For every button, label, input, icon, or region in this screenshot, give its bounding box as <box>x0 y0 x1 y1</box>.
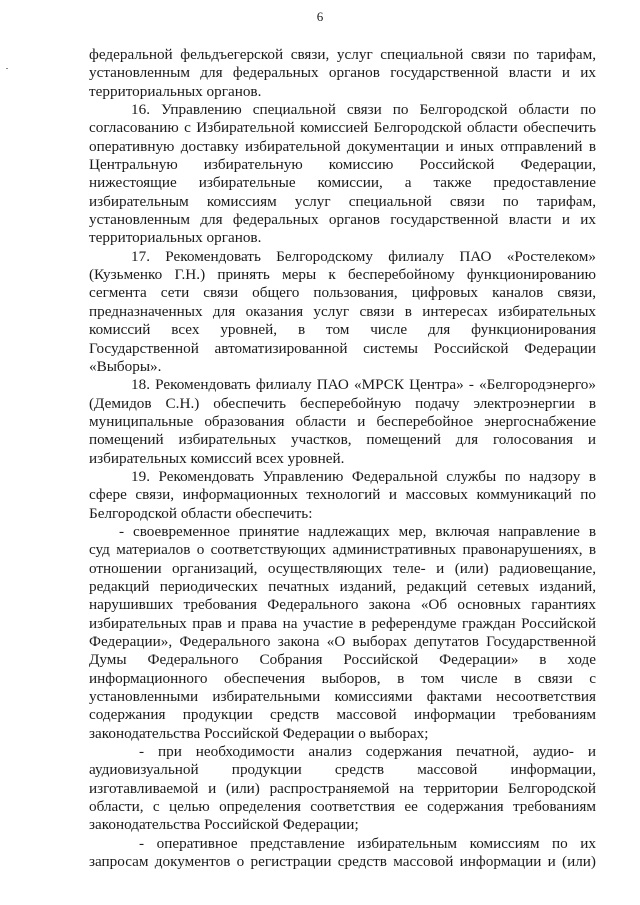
text-line: сегмента сети связи общего пользования, цифровых каналов связи, <box>89 284 596 302</box>
text-line: комиссий всех уровней, в том числе для функционирования <box>89 321 596 339</box>
text-line: Государственной автоматизированной системы Российской Федерации <box>89 339 596 357</box>
text-line: 19. Рекомендовать Управлению Федеральной службы по надзору в <box>131 467 596 485</box>
text-line: 18. Рекомендовать филиалу ПАО «МРСК Центра» - «Белгородэнерго» <box>131 376 596 394</box>
text-line: аудиовизуальной продукции средств массовой информации, <box>89 761 596 779</box>
text-line: согласованию с Избирательной комиссией Белгородской области обеспечить <box>89 119 596 137</box>
text-line: Федерации», Федерального закона «О выборах депутатов Государственной <box>89 633 596 650</box>
text-line: территориальных органов. <box>89 229 262 247</box>
text-line: «Выборы». <box>89 357 162 375</box>
text-line: 17. Рекомендовать Белгородскому филиалу ПАО «Ростелеком» <box>131 247 596 265</box>
document-body <box>89 46 596 871</box>
text-line: установленным для федеральных органов государственной власти и их <box>89 64 596 82</box>
text-line: - своевременное принятие надлежащих мер, включая направление в <box>119 522 596 540</box>
text-line: избирательным комиссиям услуг специальной связи по тарифам, <box>89 192 596 210</box>
text-line: федеральной фельдъегерской связи, услуг специальной связи по тарифам, <box>89 46 596 63</box>
text-line: отношении организаций, осуществляющих теле- и (или) радиовещание, <box>89 559 596 577</box>
text-line: сфере связи, информационных технологий и массовых коммуникаций по <box>89 486 596 504</box>
text-line: редакций периодических печатных изданий, редакций сетевых изданий, <box>89 577 596 595</box>
text-line: установленными избирательными комиссиями фактами несоответствия <box>89 688 596 706</box>
text-line: области, с целью определения соответствия ее содержания требованиям <box>89 798 596 816</box>
text-line: Белгородской области обеспечить: <box>89 504 313 522</box>
text-line: нижестоящие избирательные комиссии, а также предоставление <box>89 174 596 192</box>
text-line: Думы Федерального Собрания Российской Федерации» в ходе <box>89 651 596 669</box>
text-line: законодательства Российской Федерации; <box>89 816 359 834</box>
text-line: избирательных комиссий всех уровней. <box>89 449 345 467</box>
text-line: нарушивших требования Федерального закона «Об основных гарантиях <box>89 596 596 614</box>
page-number: 6 <box>316 9 324 24</box>
text-line: законодательства Российской Федерации о выборах; <box>89 724 429 742</box>
text-line: информационного обеспечения выборов, в том числе в связи с <box>89 669 596 687</box>
text-line: предназначенных для оказания услуг связи в интересах избирательных <box>89 302 596 320</box>
text-line: (Кузьменко Г.Н.) принять меры к бесперебойному функционированию <box>89 266 596 284</box>
text-line: муниципальные образования области и бесперебойное энергоснабжение <box>89 412 596 430</box>
text-line: установленным для федеральных органов государственной власти и их <box>89 211 596 229</box>
text-line: запросам документов о регистрации средств массовой информации и (или) <box>89 853 596 871</box>
text-line: - оперативное представление избирательным комиссиям по их <box>139 834 596 852</box>
text-line: территориальных органов. <box>89 82 262 100</box>
text-line: 16. Управлению специальной связи по Белгородской области по <box>131 101 596 119</box>
text-line: оперативную доставку избирательной документации и иных отправлений в <box>89 137 596 155</box>
text-line: избирательных прав и права на участие в референдуме граждан Российской <box>89 614 596 632</box>
text-line: изготавливаемой и (или) распространяемой на территории Белгородской <box>89 779 596 797</box>
text-line: - при необходимости анализ содержания печатной, аудио- и <box>139 743 596 761</box>
text-line: (Демидов С.Н.) обеспечить бесперебойную подачу электроэнергии в <box>89 394 596 412</box>
text-line: содержания продукции средств массовой информации требованиям <box>89 706 596 724</box>
text-line: Центральную избирательную комиссию Российской Федерации, <box>89 156 596 174</box>
scan-artifact <box>6 68 8 69</box>
text-line: суд материалов о соответствующих административных правонарушениях, в <box>89 541 596 559</box>
text-line: помещений избирательных участков, помещений для голосования и <box>89 431 596 449</box>
